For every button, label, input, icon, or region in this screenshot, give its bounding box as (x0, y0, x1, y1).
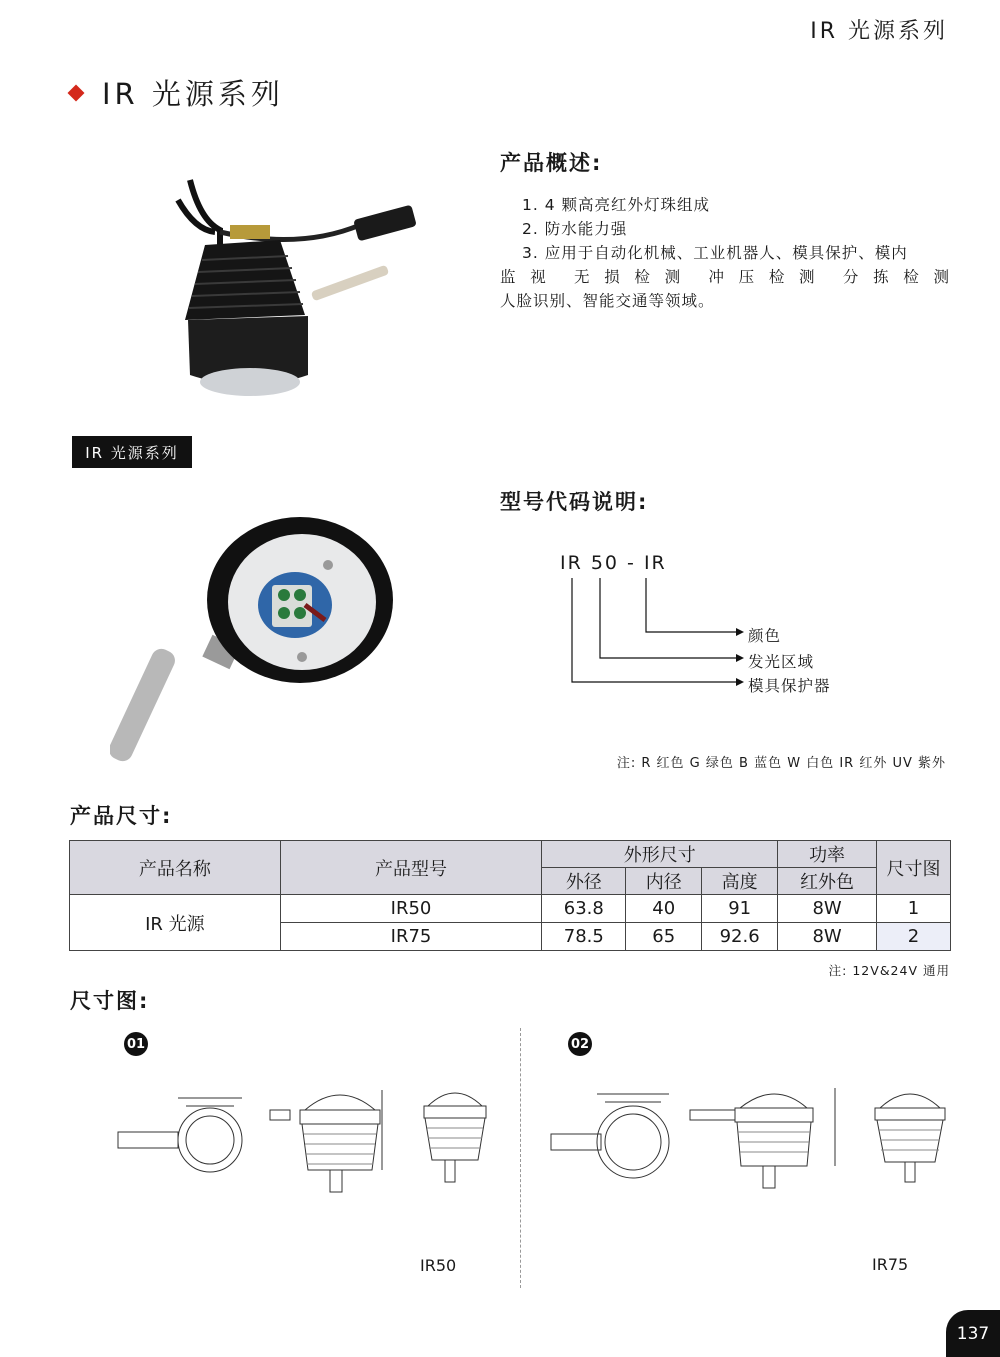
th-model: 产品型号 (280, 841, 542, 895)
th-power-sub: 红外色 (778, 868, 877, 895)
cell-model: IR50 (280, 895, 542, 923)
th-drawing: 尺寸图 (877, 841, 951, 895)
cell-power: 8W (778, 895, 877, 923)
th-height: 高度 (702, 868, 778, 895)
overview-text (500, 193, 950, 313)
model-code-string: IR 50 - IR (560, 552, 667, 574)
cell-product-name: IR 光源 (70, 895, 281, 951)
technical-drawing-ir50 (110, 1080, 510, 1210)
cell-id: 40 (626, 895, 702, 923)
code-label-protector: 模具保护器 (748, 677, 831, 695)
th-od: 外径 (542, 868, 626, 895)
diamond-icon (68, 84, 85, 101)
cell-model: IR75 (280, 923, 542, 951)
drawing-number-1: 01 (124, 1032, 148, 1056)
drawings-heading: 尺寸图: (70, 989, 150, 1013)
cell-drawing: 1 (877, 895, 951, 923)
th-shape: 外形尺寸 (542, 841, 778, 868)
cell-od: 63.8 (542, 895, 626, 923)
table-row (70, 895, 951, 923)
page-number: 137 (946, 1310, 1000, 1357)
header-series: IR 光源系列 (810, 19, 948, 44)
page-title-text: IR 光源系列 (102, 77, 284, 111)
model-code-arrows (560, 578, 750, 693)
voltage-note: 注: 12V&24V 通用 (828, 963, 950, 978)
overview-item-2: 2. 防水能力强 (522, 220, 628, 238)
cell-drawing: 2 (877, 923, 951, 951)
cell-height: 91 (702, 895, 778, 923)
th-power: 功率 (778, 841, 877, 868)
drawing-label-ir50: IR50 (420, 1256, 457, 1275)
code-label-area: 发光区域 (748, 653, 815, 671)
model-code-heading: 型号代码说明: (500, 490, 649, 514)
spec-table (69, 840, 951, 951)
overview-item-3-cont: 监 视 无 损 检 测 冲 压 检 测 分 拣 检 测 (500, 268, 950, 286)
drawing-label-ir75: IR75 (872, 1255, 909, 1274)
cell-od: 78.5 (542, 923, 626, 951)
th-id: 内径 (626, 868, 702, 895)
cell-id: 65 (626, 923, 702, 951)
color-note: 注: R 红色 G 绿色 B 蓝色 W 白色 IR 红外 UV 紫外 (616, 756, 946, 771)
code-label-color: 颜色 (748, 627, 782, 645)
cell-height: 92.6 (702, 923, 778, 951)
size-heading: 产品尺寸: (70, 804, 173, 828)
drawing-number-2: 02 (568, 1032, 592, 1056)
th-name: 产品名称 (70, 841, 281, 895)
overview-item-1: 1. 4 颗高亮红外灯珠组成 (522, 196, 711, 214)
cell-power: 8W (778, 923, 877, 951)
overview-heading: 产品概述: (500, 151, 603, 175)
overview-item-3: 3. 应用于自动化机械、工业机器人、模具保护、模内 (522, 244, 908, 262)
overview-item-3-end: 人脸识别、智能交通等领域。 (500, 292, 715, 310)
product-photo-side (160, 170, 420, 410)
series-tag: IR 光源系列 (72, 436, 192, 468)
page-title (70, 72, 284, 113)
technical-drawing-ir75 (545, 1080, 965, 1210)
drawing-divider (520, 1028, 521, 1288)
product-photo-front (110, 505, 410, 775)
